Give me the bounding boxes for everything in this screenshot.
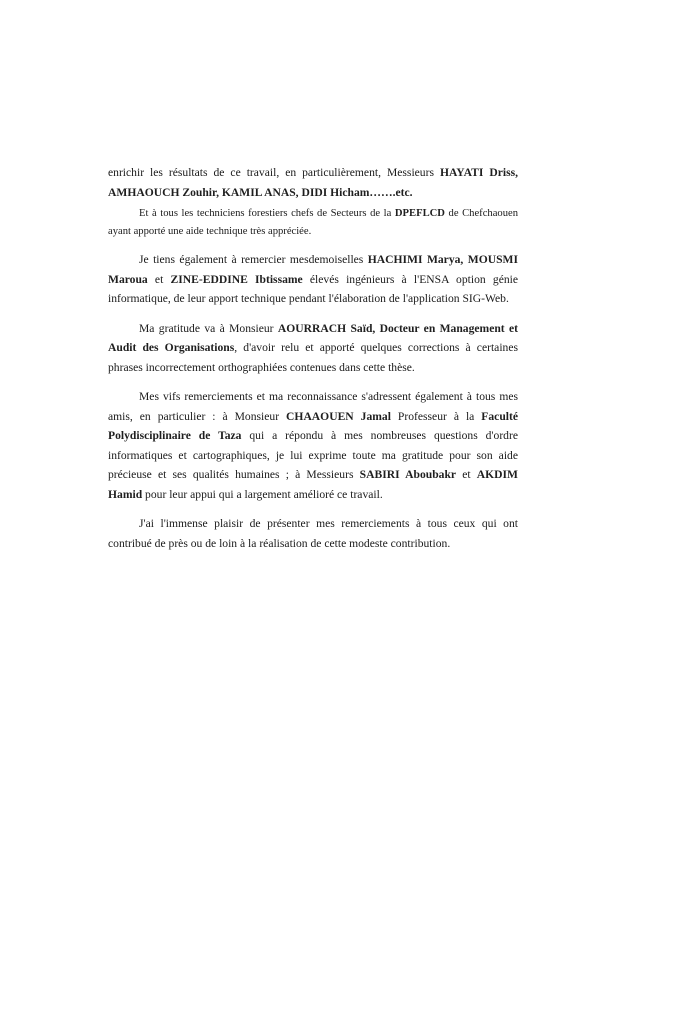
text-run: , d'avoir relu et apporté quelques corrections à certaines phrases incorrectement orthographiées contenues dans cette thèse.	[108, 341, 518, 374]
text-run: et	[147, 272, 171, 286]
text-run: pour leur appui qui a largement amélioré ce travail.	[142, 487, 383, 501]
text-run: Je tiens également à remercier mesdemoiselles	[139, 253, 368, 266]
text-run: élevés ingénieurs à l'ENSA option génie informatique, de leur apport technique pendant l'élaboration de l'application SIG-Web.	[108, 272, 519, 305]
bold-text: CHAAOUEN Jamal	[286, 409, 391, 423]
text-run: Et à tous les techniciens forestiers chefs de Secteurs de la	[139, 208, 395, 219]
bold-text: DPEFLCD	[394, 208, 445, 219]
paragraph	[108, 163, 518, 202]
text-run: enrichir les résultats de ce travail, en particulièrement, Messieurs	[108, 166, 440, 179]
text-run: qui a répondu à mes nombreuses questions d'ordre informatiques et cartographiques, je lui exprime toute ma gratitude pour son aide précieuse et ses qualités humaines ; à Messieurs	[108, 429, 518, 481]
text-run: de Chefchaouen ayant apporté une aide technique très appréciée.	[108, 208, 518, 237]
text-run: Ma gratitude va à Monsieur	[139, 321, 278, 335]
paragraph	[108, 514, 518, 553]
text-run: Professeur à la	[390, 409, 482, 423]
paragraph	[108, 205, 518, 240]
bold-text: ZINE-EDDINE Ibtissame	[170, 272, 303, 286]
paragraph	[108, 319, 518, 378]
bold-text: AOURRACH Saïd, Docteur en Management et Audit des Organisations	[108, 321, 518, 354]
paragraph	[108, 387, 518, 504]
bold-text: HACHIMI Marya, MOUSMI Maroua	[108, 253, 518, 286]
paragraph	[108, 250, 518, 309]
text-body	[108, 163, 518, 553]
bold-text: AKDIM Hamid	[108, 468, 518, 501]
text-run: Mes vifs remerciements et ma reconnaissance s'adressent également à tous mes amis, en particulier : à Monsieur	[108, 390, 518, 423]
text-run: J'ai l'immense plaisir de présenter mes remerciements à tous ceux qui ont contribué de près ou de loin à la réalisation de cette modeste contribution.	[108, 517, 518, 550]
bold-text: Faculté Polydisciplinaire de Taza	[108, 409, 518, 442]
bold-text: HAYATI Driss, AMHAOUCH Zouhir, KAMIL ANAS, DIDI Hicham…….etc.	[108, 166, 519, 199]
text-run: et	[456, 468, 477, 481]
bold-text: SABIRI Aboubakr	[359, 468, 457, 481]
